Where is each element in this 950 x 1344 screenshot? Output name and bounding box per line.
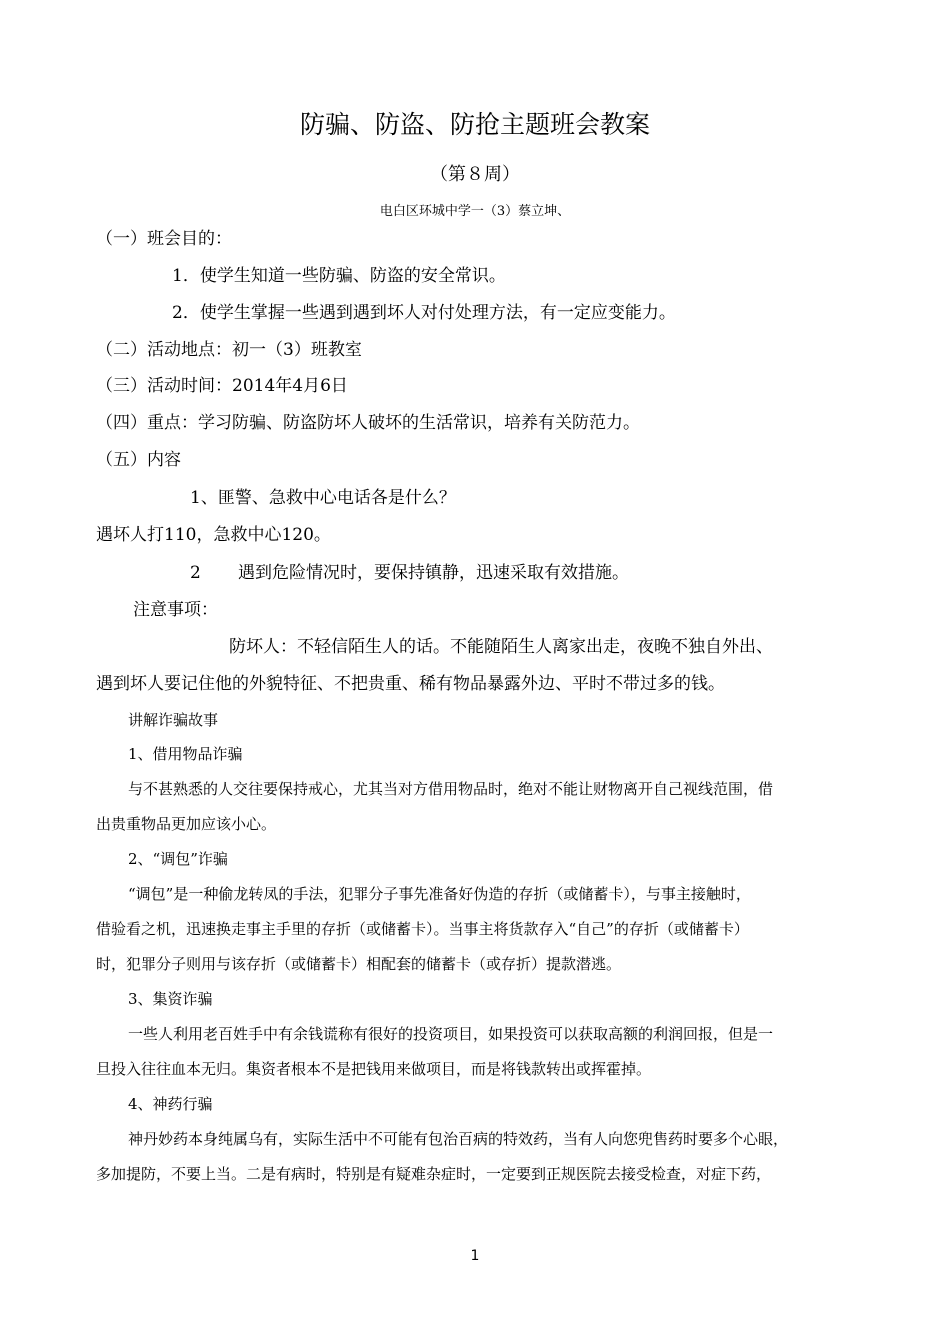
question-1: 1、匪警、急救中心电话各是什么？ bbox=[190, 488, 456, 508]
story-4-line-1: 神丹妙药本身纯属乌有，实际生活中不可能有包治百病的特效药，当有人向您兜售药时要多个心眼， bbox=[128, 1130, 789, 1148]
page-number: 1 bbox=[470, 1248, 480, 1264]
story-4-line-2: 多加提防，不要上当。二是有病时，特别是有疑难杂症时，一定要到正规医院去接受检查，对症下药， bbox=[96, 1165, 772, 1183]
story-2-line-2: 借验看之机，迅速换走事主手里的存折（或储蓄卡）。当事主将货款存入“自己”的存折（或储蓄卡） bbox=[96, 920, 749, 938]
story-1-line-1: 与不甚熟悉的人交往要保持戒心，尤其当对方借用物品时，绝对不能让财物离开自己视线范围，借 bbox=[128, 780, 774, 798]
goal-2: 2．使学生掌握一些遇到遇到坏人对付处理方法，有一定应变能力。 bbox=[172, 303, 676, 323]
notes-heading: 注意事项： bbox=[133, 600, 218, 620]
stories-heading: 讲解诈骗故事 bbox=[128, 711, 219, 729]
story-2-line-1: “调包”是一种偷龙转凤的手法，犯罪分子事先准备好伪造的存折（或储蓄卡），与事主接触时， bbox=[128, 885, 751, 903]
story-3-title: 3、集资诈骗 bbox=[128, 990, 213, 1008]
section-4-focus: （四）重点：学习防骗、防盗防坏人破坏的生活常识，培养有关防范力。 bbox=[96, 413, 640, 433]
goal-1: 1．使学生知道一些防骗、防盗的安全常识。 bbox=[172, 266, 506, 286]
week-label: （第８周） bbox=[430, 164, 520, 185]
story-2-line-3: 时，犯罪分子则用与该存折（或储蓄卡）相配套的储蓄卡（或存折）提款潜逃。 bbox=[96, 955, 622, 973]
story-1-title: 1、借用物品诈骗 bbox=[128, 745, 243, 763]
answer-1: 遇坏人打110，急救中心120。 bbox=[96, 525, 331, 545]
story-1-line-2: 出贵重物品更加应该小心。 bbox=[96, 815, 277, 833]
section-1-heading: （一）班会目的： bbox=[96, 229, 232, 249]
story-3-line-2: 旦投入往往血本无归。集资者根本不是把钱用来做项目，而是将钱款转出或挥霍掉。 bbox=[96, 1060, 652, 1078]
document-title: 防骗、防盗、防抢主题班会教案 bbox=[299, 110, 650, 139]
story-4-title: 4、神药行骗 bbox=[128, 1095, 213, 1113]
notes-line-2: 遇到坏人要记住他的外貌特征、不把贵重、稀有物品暴露外边、平时不带过多的钱。 bbox=[96, 674, 725, 694]
story-3-line-1: 一些人利用老百姓手中有余钱谎称有很好的投资项目，如果投资可以获取高额的利润回报，但是一 bbox=[128, 1025, 774, 1043]
notes-line-1: 防坏人：不轻信陌生人的话。不能随陌生人离家出走，夜晚不独自外出、 bbox=[229, 637, 773, 657]
item-2-number: 2 bbox=[190, 563, 201, 583]
section-2-location: （二）活动地点：初一（3）班教室 bbox=[96, 340, 362, 360]
section-5-heading: （五）内容 bbox=[96, 450, 181, 470]
author-line: 电白区环城中学一（3）蔡立坤、 bbox=[379, 204, 571, 219]
item-2-text: 遇到危险情况时，要保持镇静，迅速采取有效措施。 bbox=[238, 563, 629, 583]
section-3-time: （三）活动时间：2014年4月6日 bbox=[96, 376, 348, 396]
story-2-title: 2、“调包”诈骗 bbox=[128, 850, 228, 868]
